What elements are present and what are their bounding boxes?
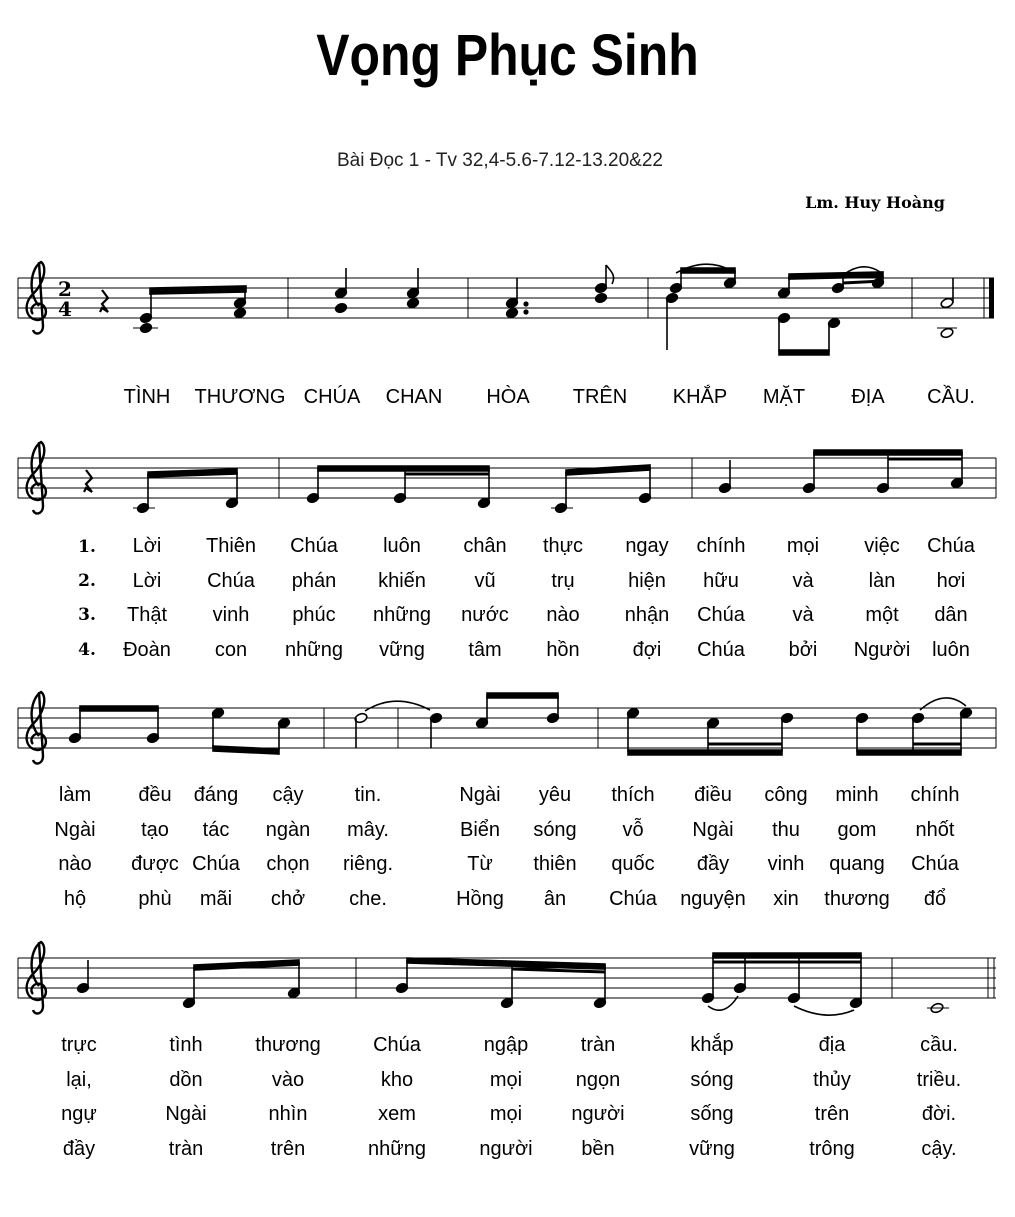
lyric: sóng xyxy=(690,1068,734,1091)
lyric: gom xyxy=(837,818,877,841)
lyric: phán xyxy=(291,569,337,592)
lyric: hiện xyxy=(628,569,666,592)
lyric: Ngài xyxy=(692,818,734,841)
lyric: luôn xyxy=(932,638,970,661)
lyric: nguyện xyxy=(680,887,746,910)
lyric: vinh xyxy=(212,604,250,626)
lyric: tràn xyxy=(580,1034,616,1056)
lyric: Người xyxy=(853,638,911,661)
lyric: và xyxy=(792,569,814,592)
lyric: phù xyxy=(138,887,172,910)
lyric: dân xyxy=(934,604,968,626)
lyric: Chúa xyxy=(192,853,240,875)
lyric: nào xyxy=(58,853,92,875)
lyric: tác xyxy=(202,818,230,841)
lyric: cậy. xyxy=(921,1137,957,1160)
lyric: chở xyxy=(270,887,306,910)
lyric: chọn xyxy=(266,853,310,875)
verse-staff-3 xyxy=(0,938,1015,1018)
lyric: trên xyxy=(814,1103,850,1125)
lyric: mây. xyxy=(347,818,389,841)
refrain-staff xyxy=(0,265,1015,375)
lyric: triều. xyxy=(916,1068,962,1091)
lyric: mãi xyxy=(199,887,233,910)
lyric: thích xyxy=(611,784,655,806)
lyric: nhận xyxy=(624,604,670,626)
lyric: đợi xyxy=(632,638,662,661)
lyric: chính xyxy=(696,535,746,557)
lyric: vào xyxy=(271,1068,305,1091)
lyric: vỗ xyxy=(622,818,644,841)
lyric: riêng. xyxy=(342,853,394,875)
lyric: đổ xyxy=(923,887,947,910)
lyric: CHAN xyxy=(385,386,443,408)
time-signature-top: 2 xyxy=(58,277,72,301)
lyric: dồn xyxy=(169,1068,203,1091)
lyric: thương xyxy=(255,1034,321,1056)
lyric: THƯƠNG xyxy=(194,386,286,408)
lyric: Lời xyxy=(132,535,162,557)
lyric: chân xyxy=(463,535,507,557)
lyric: đời. xyxy=(921,1103,957,1125)
lyric: Chúa xyxy=(927,535,975,557)
lyric: và xyxy=(792,604,814,626)
verse-number: 4. xyxy=(78,640,96,660)
lyric: Hồng xyxy=(456,887,504,910)
lyric: bền xyxy=(581,1137,615,1160)
lyric: CHÚA xyxy=(303,386,361,408)
lyric: hữu xyxy=(703,569,739,592)
lyric: được xyxy=(131,853,179,875)
lyric: hơi xyxy=(936,569,966,592)
lyric: sống xyxy=(690,1103,734,1125)
lyric: mọi xyxy=(786,535,820,557)
lyric: luôn xyxy=(383,535,421,557)
lyric: nào xyxy=(546,604,580,626)
lyric: nhìn xyxy=(268,1103,308,1125)
verse-staff-2 xyxy=(0,686,1015,766)
lyric: che. xyxy=(349,887,387,910)
lyric: tâm xyxy=(468,638,502,661)
lyric: tràn xyxy=(168,1137,204,1160)
verse-staff-1 xyxy=(0,438,1015,518)
lyric: điều xyxy=(694,784,732,806)
lyric: thương xyxy=(824,887,890,910)
lyric: Ngài xyxy=(459,784,501,806)
lyric: ân xyxy=(543,887,567,910)
lyric: xin xyxy=(773,887,799,910)
lyric: việc xyxy=(864,535,900,557)
lyric: Ngài xyxy=(54,818,96,841)
lyric: ngập xyxy=(483,1034,529,1056)
lyric: Chúa xyxy=(207,569,255,592)
lyric: Ngài xyxy=(165,1103,207,1125)
lyric: người xyxy=(571,1103,625,1125)
lyric: hồn xyxy=(546,638,580,661)
lyric: Chúa xyxy=(697,604,745,626)
lyric: trên xyxy=(270,1137,306,1160)
lyric: khắp xyxy=(690,1034,734,1056)
lyric: quốc xyxy=(611,853,655,875)
lyric: Chúa xyxy=(373,1034,421,1056)
lyric: Chúa xyxy=(697,638,745,661)
verse-number: 2. xyxy=(78,571,96,591)
lyric: phúc xyxy=(292,604,336,626)
lyric: minh xyxy=(835,784,879,806)
lyric: yêu xyxy=(538,784,572,806)
lyric: ngàn xyxy=(265,818,311,841)
lyric: con xyxy=(214,638,248,661)
lyric: Thiên xyxy=(205,535,257,557)
lyric: ngự xyxy=(61,1103,97,1125)
lyric: quang xyxy=(829,853,885,875)
lyric: trực xyxy=(61,1034,97,1056)
scripture-reference: Bài Đọc 1 - Tv 32,4-5.6-7.12-13.20&22 xyxy=(336,150,663,171)
lyric: ngọn xyxy=(575,1068,621,1091)
lyric: vinh xyxy=(767,853,805,875)
lyric: Từ xyxy=(467,853,493,875)
lyric: đều xyxy=(138,784,172,806)
verse-number: 1. xyxy=(78,537,96,557)
lyric: cậy xyxy=(272,784,304,806)
lyric: Biển xyxy=(459,818,501,841)
lyric: MẶT xyxy=(762,386,806,408)
lyric: KHẮP xyxy=(672,386,728,408)
lyric: những xyxy=(285,638,343,661)
lyric: người xyxy=(479,1137,533,1160)
lyric: HÒA xyxy=(486,386,530,408)
lyric: bởi xyxy=(788,638,818,661)
composer-name: Lm. Huy Hoàng xyxy=(805,193,945,212)
lyric: đầy xyxy=(696,853,730,875)
lyric: mọi xyxy=(489,1068,523,1091)
lyric: lại, xyxy=(66,1068,92,1091)
lyric: TÌNH xyxy=(123,386,171,408)
lyric: đáng xyxy=(193,784,239,806)
lyric: mọi xyxy=(489,1103,523,1125)
lyric: vững xyxy=(689,1137,735,1160)
lyric: kho xyxy=(380,1068,414,1091)
verse-number: 3. xyxy=(78,605,96,625)
lyric: thực xyxy=(542,535,584,557)
lyric: những xyxy=(373,604,431,626)
lyric: TRÊN xyxy=(572,386,628,408)
lyric: thủy xyxy=(813,1068,851,1091)
lyric: thu xyxy=(772,818,800,841)
lyric: địa xyxy=(818,1034,846,1056)
lyric: Thật xyxy=(126,604,168,626)
lyric: khiến xyxy=(378,569,426,592)
lyric: vũ xyxy=(474,569,496,592)
lyric: Chúa xyxy=(609,887,657,910)
lyric: công xyxy=(764,784,808,806)
lyric: hộ xyxy=(63,887,87,910)
lyric: trông xyxy=(809,1137,855,1160)
lyric: CẦU. xyxy=(927,386,975,408)
lyric: đầy xyxy=(62,1137,96,1160)
lyric: Lời xyxy=(132,569,162,592)
song-title: Vọng Phục Sinh xyxy=(316,23,699,88)
lyric: chính xyxy=(910,784,960,806)
time-signature-bottom: 4 xyxy=(58,297,72,321)
lyric: tạo xyxy=(141,818,169,841)
lyric: Chúa xyxy=(290,535,338,557)
lyric: ngay xyxy=(625,535,669,557)
lyric: một xyxy=(865,604,899,626)
lyric: sóng xyxy=(533,818,577,841)
lyric: nhốt xyxy=(915,818,955,841)
lyric: những xyxy=(368,1137,426,1160)
lyric: tình xyxy=(169,1034,203,1056)
lyric: làm xyxy=(58,784,92,806)
lyric: cầu. xyxy=(920,1034,958,1056)
lyric: tin. xyxy=(354,784,382,806)
lyric: Đoàn xyxy=(123,638,171,661)
lyric: ĐỊA xyxy=(851,386,885,408)
lyric: thiên xyxy=(533,853,577,875)
lyric: Chúa xyxy=(911,853,959,875)
lyric: làn xyxy=(868,569,896,592)
lyric: trụ xyxy=(551,569,575,592)
lyric: vững xyxy=(379,638,425,661)
lyric: nước xyxy=(461,604,509,626)
lyric: xem xyxy=(378,1103,416,1125)
